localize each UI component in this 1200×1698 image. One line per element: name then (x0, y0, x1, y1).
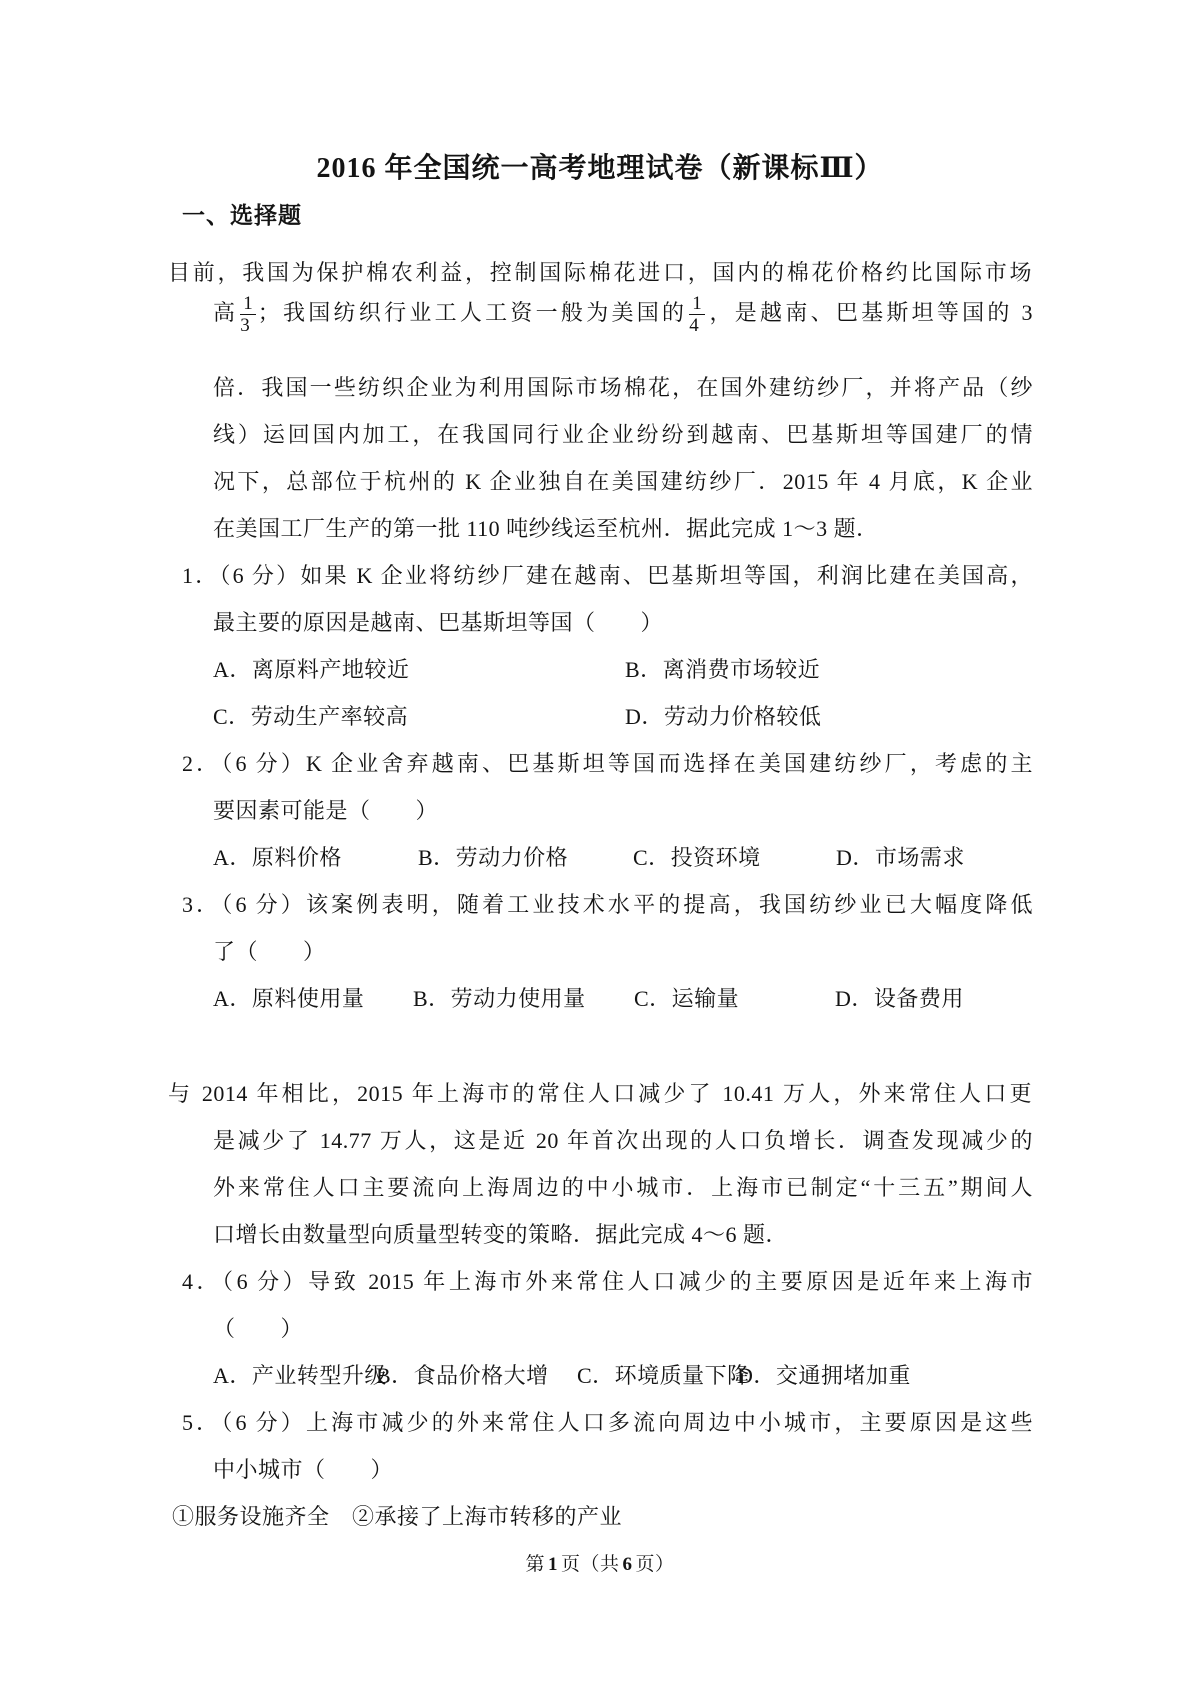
question-1-options-row-2 (213, 703, 1064, 731)
passage1-line-1: 目前，我国为保护棉农利益，控制国际棉花进口，国内的棉花价格约比国际市场 (168, 260, 1032, 285)
question-3-option-d: D．设备费用 (835, 986, 964, 1011)
passage1-line-5: 况下，总部位于杭州的 K 企业独自在美国建纺纱厂．2015 年 4 月底，K 企业 (213, 469, 1033, 494)
passage1-line-2-pre: 高 (213, 300, 239, 325)
question-2-stem-line-1: 2．（6 分）K 企业舍弃越南、巴基斯坦等国而选择在美国建纺纱厂，考虑的主 (182, 751, 1033, 776)
question-4-option-b: B．食品价格大增 (376, 1363, 549, 1388)
passage1-line-6: 在美国工厂生产的第一批 110 吨纱线运至杭州．据此完成 1～3 题． (213, 516, 879, 541)
passage2-line-2: 是减少了 14.77 万人，这是近 20 年首次出现的人口负增长．调查发现减少的 (213, 1128, 1033, 1153)
passage1-line-2-mid: ；我国纺织行业工人工资一般为美国的 (257, 300, 688, 325)
question-1-option-a: A．离原料产地较近 (213, 657, 410, 682)
question-2-options-row (213, 844, 1064, 872)
section-header-multiple-choice: 一、选择题 (182, 203, 302, 228)
passage1-line-4: 线）运回国内加工，在我国同行业企业纷纷到越南、巴基斯坦等国建厂的情 (213, 422, 1033, 447)
question-2-option-a: A．原料价格 (213, 845, 342, 870)
question-4-option-d: D．交通拥堵加重 (737, 1363, 911, 1388)
passage2-line-1: 与 2014 年相比，2015 年上海市的常住人口减少了 10.41 万人，外来常住人口更 (168, 1081, 1032, 1106)
passage1-line-3: 倍．我国一些纺织企业为利用国际市场棉花，在国外建纺纱厂，并将产品（纱 (213, 375, 1033, 400)
question-2-stem-line-2: 要因素可能是（ ） (213, 798, 439, 823)
question-4-option-c: C．环境质量下降 (577, 1363, 750, 1388)
page-footer (0, 1549, 1200, 1576)
question-2-option-d: D．市场需求 (836, 845, 965, 870)
question-5-stem-line-2: 中小城市（ ） (213, 1457, 394, 1482)
fraction-denominator: 4 (689, 315, 699, 337)
passage2-line-3: 外来常住人口主要流向上海周边的中小城市．上海市已制定“十三五”期间人 (213, 1175, 1033, 1200)
question-1-option-c: C．劳动生产率较高 (213, 704, 409, 729)
question-3-option-b: B．劳动力使用量 (413, 986, 586, 1011)
footer-text-post: 页） (635, 1554, 675, 1575)
question-1-stem-line-2: 最主要的原因是越南、巴基斯坦等国（ ） (213, 610, 664, 635)
fraction-one-quarter (689, 294, 705, 337)
exam-title: 2016 年全国统一高考地理试卷（新课标Ⅲ） (316, 153, 884, 184)
question-4-stem-line-2: （ ） (213, 1316, 304, 1341)
question-1-option-b: B．离消费市场较近 (625, 657, 821, 682)
footer-page-number: 1 (547, 1554, 558, 1575)
question-1-option-d: D．劳动力价格较低 (625, 704, 822, 729)
footer-total-pages: 6 (622, 1554, 633, 1575)
question-3-stem-line-2: 了（ ） (213, 939, 326, 964)
question-5-items-line: ①服务设施齐全 ②承接了上海市转移的产业 (172, 1504, 623, 1529)
question-2-option-c: C．投资环境 (633, 845, 761, 870)
question-4-options-row (213, 1362, 1064, 1390)
fraction-numerator: 1 (689, 294, 705, 316)
footer-text-pre: 第 (525, 1554, 545, 1575)
question-1-options-row-1 (213, 656, 1064, 684)
question-3-options-row (213, 985, 1064, 1013)
question-3-option-a: A．原料使用量 (213, 986, 365, 1011)
question-2-option-b: B．劳动力价格 (418, 845, 569, 870)
passage2-line-4: 口增长由数量型向质量型转变的策略．据此完成 4～6 题． (213, 1222, 789, 1247)
question-3-stem-line-1: 3．（6 分）该案例表明，随着工业技术水平的提高，我国纺纱业已大幅度降低 (182, 892, 1033, 917)
fraction-numerator: 1 (240, 294, 256, 316)
question-1-stem-line-1: 1．（6 分）如果 K 企业将纺纱厂建在越南、巴基斯坦等国，利润比建在美国高， (182, 563, 1033, 588)
question-3-option-c: C．运输量 (634, 986, 740, 1011)
footer-text-mid: 页（共 (560, 1554, 620, 1575)
passage1-line-2-post: ，是越南、巴基斯坦等国的 3 (706, 300, 1033, 325)
passage1-line-2 (213, 280, 1033, 346)
question-4-option-a: A．产业转型升级 (213, 1363, 387, 1388)
fraction-denominator: 3 (240, 315, 250, 337)
question-5-stem-line-1: 5．（6 分）上海市减少的外来常住人口多流向周边中小城市，主要原因是这些 (182, 1410, 1033, 1435)
fraction-one-third (240, 294, 256, 337)
question-4-stem-line-1: 4．（6 分）导致 2015 年上海市外来常住人口减少的主要原因是近年来上海市 (182, 1269, 1033, 1294)
